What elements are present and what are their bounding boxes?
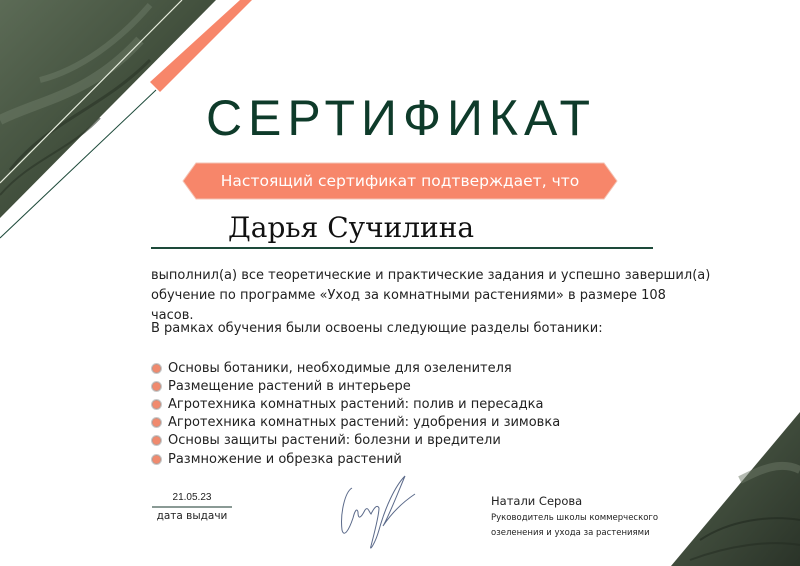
recipient-name: Дарья Сучилина <box>228 211 475 244</box>
list-item: Агротехника комнатных растений: полив и пересадка <box>151 395 560 413</box>
subtitle-text: Настоящий сертификат подтверждает, что <box>220 172 580 190</box>
list-item: Агротехника комнатных растений: удобрения и зимовка <box>151 414 560 432</box>
list-item: Основы защиты растений: болезни и вредители <box>151 432 560 450</box>
completion-text: выполнил(а) все теоретические и практические задания и успешно завершил(а) обучение по программе «Уход за комнатными растениями» в размере 108 часов. <box>151 268 711 323</box>
issue-date: 21.05.23 <box>172 492 212 503</box>
sections-intro: В рамках обучения были освоены следующие разделы ботаники: <box>151 321 603 336</box>
signature-icon <box>325 468 425 558</box>
certificate-title: СЕРТИФИКАТ <box>205 90 597 146</box>
bullet-icon <box>151 363 162 374</box>
sections-list <box>151 359 560 468</box>
bullet-icon <box>151 435 162 446</box>
name-underline <box>151 247 653 249</box>
bullet-icon <box>151 454 162 465</box>
list-item: Основы ботаники, необходимые для озеленителя <box>151 359 560 377</box>
bullet-icon <box>151 417 162 428</box>
bullet-icon <box>151 381 162 392</box>
leaf-photo-bottom-right <box>671 412 800 566</box>
list-item: Размещение растений в интерьере <box>151 377 560 395</box>
list-item: Размножение и обрезка растений <box>151 450 560 468</box>
date-underline <box>152 506 232 508</box>
bullet-icon <box>151 399 162 410</box>
signer-name: Натали Серова <box>491 494 583 508</box>
signer-role: Руководитель школы коммерческого озеленения и ухода за растениями <box>491 513 659 538</box>
subtitle-ribbon <box>182 162 618 200</box>
issue-date-label: дата выдачи <box>156 510 228 522</box>
